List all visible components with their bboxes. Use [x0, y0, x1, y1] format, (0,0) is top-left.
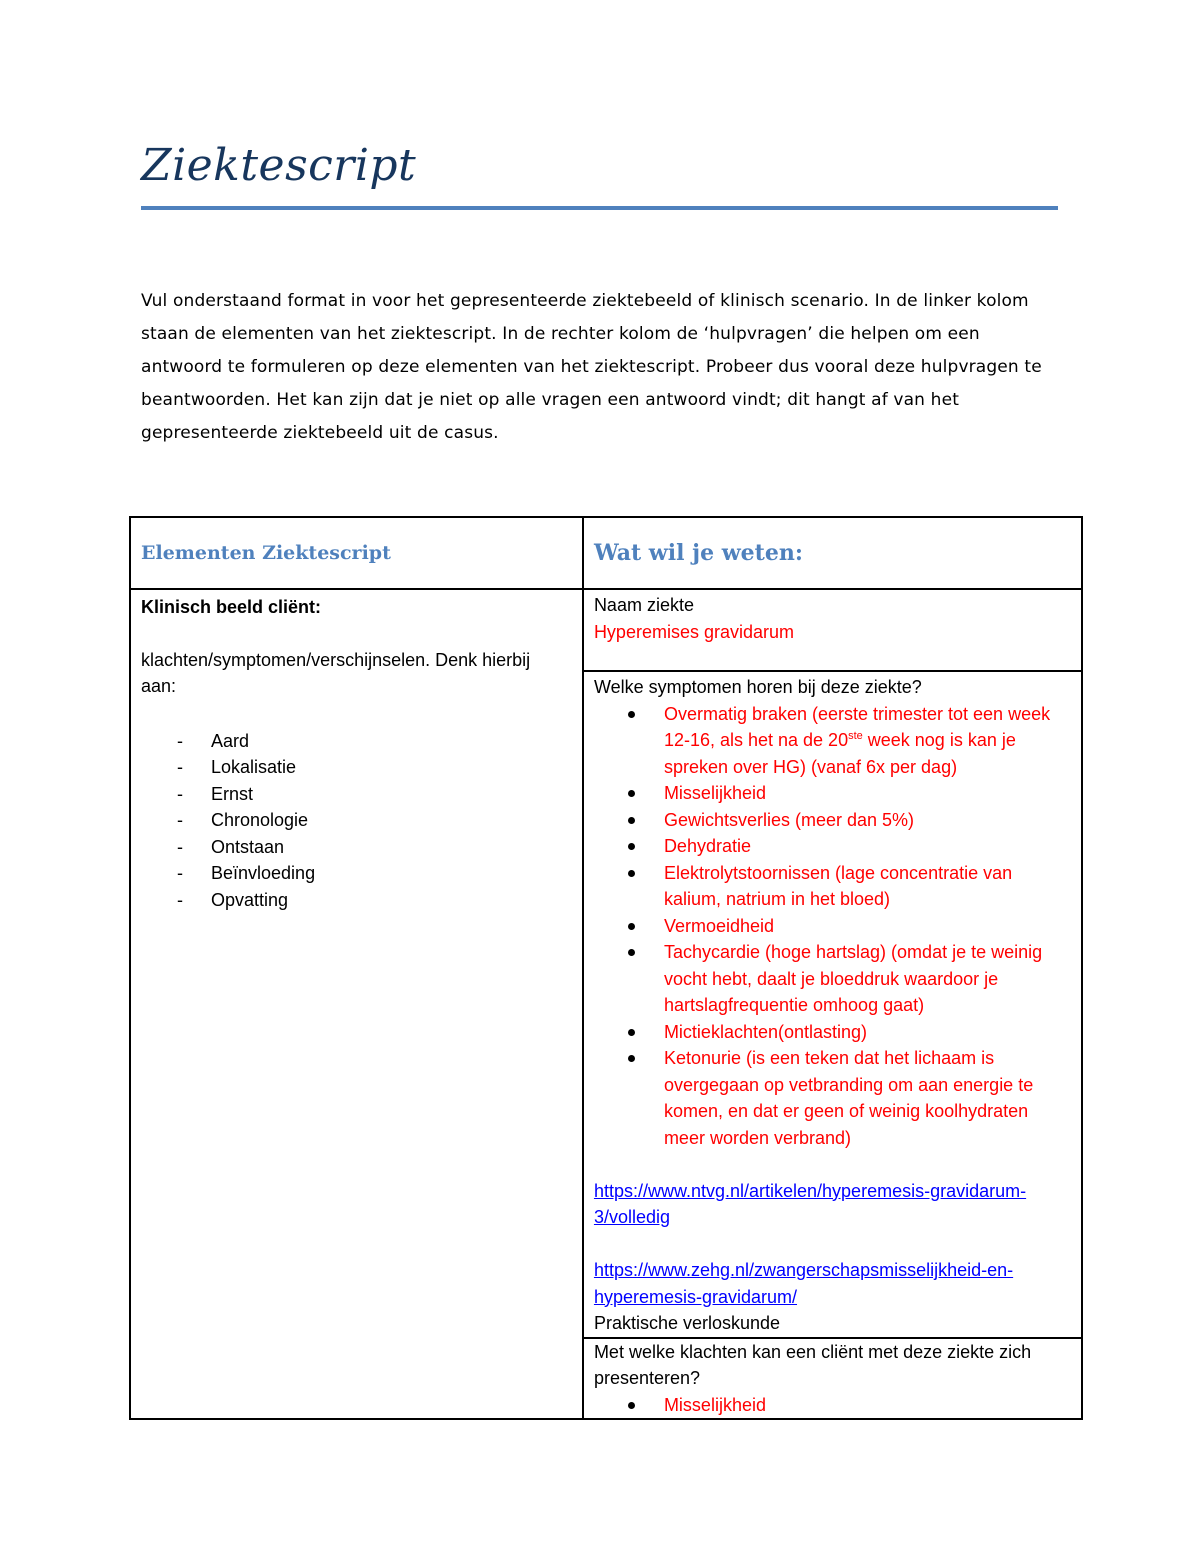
list-item: Gewichtsverlies (meer dan 5%) [594, 807, 1071, 834]
complaints-cell [583, 1338, 1082, 1420]
header-elementen: Elementen Ziektescript [130, 517, 583, 589]
bullet-icon [628, 843, 635, 850]
bullet-icon [628, 870, 635, 877]
list-item: - Beïnvloeding [141, 860, 572, 887]
element-list [141, 728, 572, 914]
list-item: - Lokalisatie [141, 754, 572, 781]
intro-paragraph: Vul onderstaand format in voor het gepresenteerde ziektebeeld of klinisch scenario. In de linker kolom staan de elementen van het ziektescript. In de rechter kolom de ‘hulpvragen’ die helpen om een antwoord te formuleren op deze elementen van het ziektescript. Probeer dus vooral deze hulpvragen te beantwoorden. Het kan zijn dat je niet op alle vragen een antwoord vindt; dit hangt af van het gepresenteerde ziektebeeld uit de casus. [141, 291, 1042, 443]
source-note: Praktische verloskunde [593, 1313, 781, 1333]
list-item: - Chronologie [141, 807, 572, 834]
complaint-list [594, 1392, 1071, 1419]
list-item: Vermoeidheid [594, 913, 1071, 940]
symptoms-question: Welke symptomen horen bij deze ziekte? [593, 677, 922, 697]
list-item: - Opvatting [141, 887, 572, 914]
bullet-icon [628, 1402, 635, 1409]
ziektescript-table [129, 516, 1083, 1420]
dash-marker: - [177, 783, 183, 804]
symptom-list [594, 701, 1071, 1152]
complaints-question: Met welke klachten kan een cliënt met deze ziekte zich presenteren? [593, 1341, 1032, 1388]
ntvg-link[interactable]: https://www.ntvg.nl/artikelen/hyperemesis-gravidarum-3/volledig [593, 1180, 1027, 1227]
disease-name-value: Hyperemises gravidarum [593, 621, 795, 642]
bullet-icon [628, 1055, 635, 1062]
left-column-cell [130, 589, 583, 1419]
list-item: Tachycardie (hoge hartslag) (omdat je te weinig vocht hebt, daalt je bloeddruk waardoor je hartslagfrequentie omhoog gaat) [594, 939, 1071, 1019]
dash-marker: - [177, 730, 183, 751]
dash-marker: - [177, 889, 183, 910]
list-item: - Aard [141, 728, 572, 755]
list-item: Misselijkheid [594, 780, 1071, 807]
left-text: klachten/symptomen/verschijnselen. Denk hierbij aan: [141, 649, 531, 696]
list-item: Overmatig braken (eerste trimester tot een week 12-16, als het na de 20ste week nog is kan je spreken over HG) (vanaf 6x per dag) [594, 701, 1071, 781]
bullet-icon [628, 711, 635, 718]
page-title: Ziektescript [141, 140, 417, 191]
bullet-icon [628, 790, 635, 797]
bullet-icon [628, 923, 635, 930]
list-item: - Ernst [141, 781, 572, 808]
list-item: Dehydratie [594, 833, 1071, 860]
disease-name-cell [583, 589, 1082, 671]
bullet-icon [628, 949, 635, 956]
list-item: - Ontstaan [141, 834, 572, 861]
dash-marker: - [177, 810, 183, 830]
dash-marker: - [177, 863, 183, 883]
list-item: Mictieklachten(ontlasting) [594, 1019, 1071, 1046]
list-item: Elektrolytstoornissen (lage concentratie van kalium, natrium in het bloed) [594, 860, 1071, 913]
list-item: Ketonurie (is een teken dat het lichaam is overgegaan op vetbranding om aan energie te komen, en dat er geen of weinig koolhydraten meer worden verbrand) [594, 1045, 1071, 1151]
dash-marker: - [177, 757, 183, 777]
zehg-link[interactable]: https://www.zehg.nl/zwangerschapsmisselijkheid-en-hyperemesis-gravidarum/ [593, 1260, 1014, 1307]
list-item: Misselijkheid [594, 1392, 1071, 1419]
symptoms-cell [583, 671, 1082, 1338]
bullet-icon [628, 817, 635, 824]
header-wat-wil-je-weten: Wat wil je weten: [583, 517, 1082, 589]
disease-name-label: Naam ziekte [593, 595, 694, 615]
left-heading: Klinisch beeld cliënt: [141, 597, 322, 617]
title-underline [141, 206, 1058, 210]
bullet-icon [628, 1029, 635, 1036]
dash-marker: - [177, 836, 183, 857]
